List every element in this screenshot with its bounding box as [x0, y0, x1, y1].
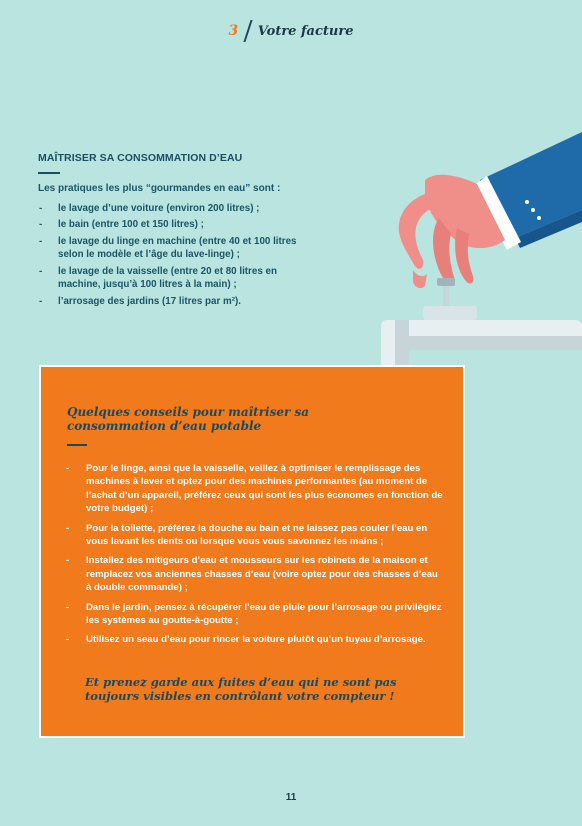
- list-item: - le lavage du linge en machine (entre 40 et 100 litres selon le modèle et l’âge du lave-linge) ;: [38, 235, 300, 262]
- list-item-text: le lavage d’une voiture (environ 200 litres) ;: [58, 202, 260, 214]
- practice-list: [38, 202, 300, 309]
- list-item: - l’arrosage des jardins (17 litres par m²).: [39, 295, 241, 307]
- hand-turning-tap-illustration: [365, 110, 582, 390]
- list-item-text: Utilisez un seau d’eau pour rincer la voiture plutôt qu’un tuyau d’arrosage.: [86, 634, 426, 646]
- page-header: [0, 20, 582, 42]
- list-item-text: Pour la toilette, préférez la douche au bain et ne laissez pas couler l’eau en vous lavant les dents ou lorsque vous vous savonnez les mains ;: [86, 522, 428, 548]
- list-item-text: Pour le linge, ainsi que la vaisselle, veillez à optimiser le remplissage des machines à laver et optez pour des machines performantes (au moment de l’achat d’un appareil, préférez ceux qui sont les plus économes en fonction de votre budget) ;: [86, 463, 443, 515]
- list-item-text: le lavage du linge en machine (entre 40 et 100 litres selon le modèle et l’âge du lave-linge) ;: [58, 235, 297, 260]
- chapter-title: Votre facture: [257, 23, 354, 39]
- tips-closing: Et prenez garde aux fuites d’eau qui ne sont pas toujours visibles en contrôlant votre compteur !: [85, 675, 397, 703]
- header-divider: [244, 20, 253, 42]
- list-item: - Utilisez un seau d’eau pour rincer la voiture plutôt qu’un tuyau d’arrosage.: [66, 634, 426, 646]
- list-item: - Installez des mitigeurs d’eau et mousseurs sur les robinets de la maison et remplacez vos anciennes chasses d’eau (voire optez pour des chasses d’eau à double commande) ;: [65, 554, 445, 594]
- list-item: - Pour le linge, ainsi que la vaisselle, veillez à optimiser le remplissage des machines à laver et optez pour des machines performantes (au moment de l’achat d’un appareil, préférez ceux qui sont les plus économes en fonction de votre budget) ;: [65, 462, 445, 516]
- list-item: - Dans le jardin, pensez à récupérer l’eau de pluie pour l’arrosage ou privilégiez les systèmes au goutte-à-goutte ;: [65, 601, 445, 628]
- section-intro: Les pratiques les plus “gourmandes en eau” sont :: [38, 182, 281, 194]
- list-item: - le lavage de la vaisselle (entre 20 et 80 litres en machine, jusqu’à 100 litres à la main) ;: [38, 265, 300, 292]
- consumption-section: [38, 152, 300, 311]
- list-item-text: le bain (entre 100 et 150 litres) ;: [58, 219, 204, 230]
- list-item: - le lavage d’une voiture (environ 200 litres) ;: [39, 202, 260, 214]
- tips-list: [65, 462, 445, 653]
- list-item: - le bain (entre 100 et 150 litres) ;: [39, 219, 204, 230]
- tips-rule: [67, 444, 87, 446]
- page-number: 11: [285, 792, 297, 803]
- chapter-number: 3: [228, 23, 239, 39]
- list-item-text: Installez des mitigeurs d’eau et mousseurs sur les robinets de la maison et remplacez vos anciennes chasses d’eau (voire optez pour des chasses d’eau à double commande) ;: [86, 555, 438, 594]
- list-item-text: le lavage de la vaisselle (entre 20 et 80 litres en machine, jusqu’à 100 litres à la main) ;: [58, 265, 277, 290]
- list-item-text: l’arrosage des jardins (17 litres par m²).: [58, 295, 241, 307]
- list-item-text: Dans le jardin, pensez à récupérer l’eau de pluie pour l’arrosage ou privilégiez les systèmes au goutte-à-goutte ;: [86, 601, 442, 627]
- section-rule: [38, 172, 60, 174]
- tips-box: [39, 365, 465, 738]
- tips-title: Quelques conseils pour maîtriser sa consommation d’eau potable: [67, 405, 310, 433]
- section-title: MAÎTRISER SA CONSOMMATION D’EAU: [38, 152, 243, 164]
- list-item: - Pour la toilette, préférez la douche au bain et ne laissez pas couler l’eau en vous lavant les dents ou lorsque vous vous savonnez les mains ;: [65, 522, 445, 549]
